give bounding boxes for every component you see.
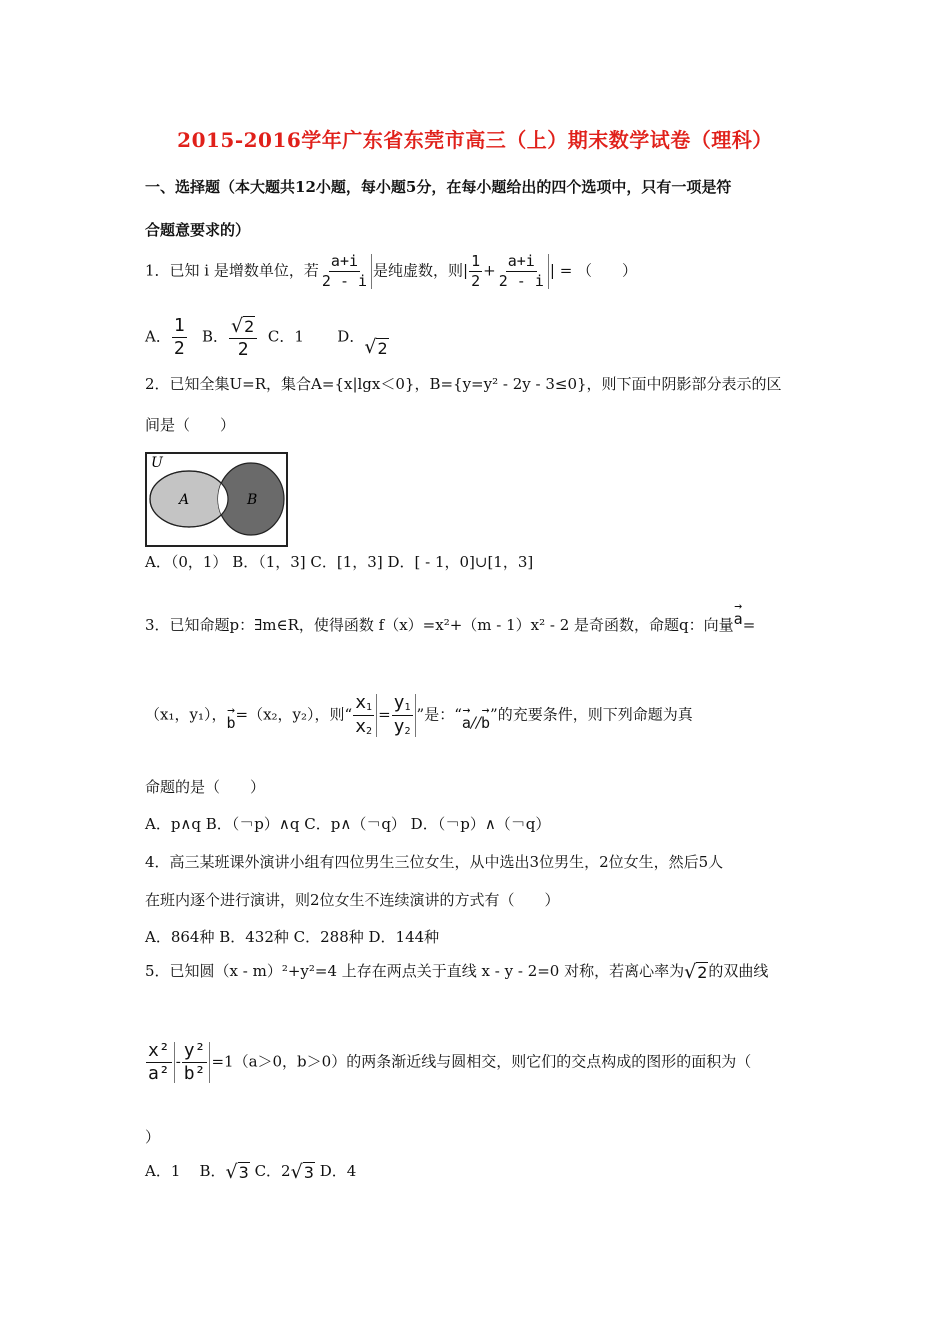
fraction-x2-a2: $\frac{\text{x²}}{\text{a²}}$ [146, 1042, 175, 1083]
question-5-line1: 5．已知圆（x - m）²+y²=4 上存在两点关于直线 x - y - 2=0 对称，若离心率为 √ 2 的双曲线 [145, 960, 769, 983]
question-4-line2: 在班内逐个进行演讲，则2位女生不连续演讲的方式有（ ） [145, 891, 560, 909]
fraction-y2-b2: $\frac{\text{y²}}{\text{b²}}$ [182, 1042, 211, 1083]
venn-label-b: B [247, 492, 258, 508]
question-3-line2: （x₁，y₁）， → b=（x₂，y₂），则“ $\frac{x_1}{x_2}$ = $\frac{y_1}{y_2}$ ”是：“ → a// → b”的充要条件，则下列命题为真 [145, 692, 693, 737]
question-2-options: A．（0，1） B．（1，3] C．[1，3] D．[ - 1，0]∪[1，3] [145, 553, 534, 571]
fraction-a-plus-i: $\frac{a+i}{2 - i}$ [320, 254, 372, 289]
vector-b: → b [226, 702, 236, 732]
question-5-line3: ） [145, 1128, 161, 1146]
question-5-options: A．1 B． √ 3 C．2 √ 3 D．4 [145, 1160, 357, 1183]
vector-b-parallel: → b [481, 702, 491, 732]
venn-diagram [145, 452, 289, 548]
option-b-sqrt: √ 3 [225, 1160, 249, 1183]
question-1: 1．已知 i 是增数单位，若 $\frac{a+i}{2 - i}$ 是纯虚数，则| $\frac{1}{2}$ + $\frac{a+i}{2 - i}$ | = （ ） [145, 252, 638, 290]
section-heading-line2: 合题意要求的） [145, 221, 251, 239]
sqrt-2: √ 2 [684, 960, 708, 983]
vector-a-parallel: → a [461, 702, 471, 732]
fraction-y1-y2: $\frac{y_1}{y_2}$ [392, 694, 416, 737]
option-d-sqrt: √ 2 [364, 336, 388, 359]
question-3-options: A．p∧q B．（￢p）∧q C．p∧（￢q） D．（￢p）∧（￢q） [145, 815, 551, 833]
question-2-line1: 2．已知全集U=R，集合A={x|lgx＜0}，B={y=y² - 2y - 3≤0}，则下面中阴影部分表示的区 [145, 375, 782, 393]
fraction-x1-x2: $\frac{x_1}{x_2}$ [353, 694, 377, 737]
venn-label-u: U [151, 455, 163, 471]
question-4-line1: 4．高三某班课外演讲小组有四位男生三位女生，从中选出3位男生，2位女生，然后5人 [145, 853, 724, 871]
question-3-line1: 3．已知命题p：∃m∈R，使得函数 f（x）=x²+（m - 1）x² - 2 是奇函数，命题q：向量 → a= [145, 599, 756, 634]
fraction-a-plus-i-2: $\frac{a+i}{2 - i}$ [497, 254, 549, 289]
vector-a: → a [733, 599, 743, 628]
venn-label-a: A [179, 492, 190, 508]
question-2-line2: 间是（ ） [145, 416, 236, 434]
option-a-fraction: $\frac{1}{2}$ [173, 314, 185, 359]
question-3-line3: 命题的是（ ） [145, 778, 266, 796]
section-heading-line1: 一、选择题（本大题共12小题，每小题5分，在每小题给出的四个选项中，只有一项是符 [145, 178, 732, 196]
fraction-half: $\frac{1}{2}$ [471, 252, 481, 290]
question-5-line2: $\frac{\text{x²}}{\text{a²}}$ - $\frac{\text{y²}}{\text{b²}}$ =1（a＞0，b＞0）的两条渐近线与圆相交，则它们的交点构成的图形的面积为（ [148, 1040, 752, 1084]
page-title: 2015-2016学年广东省东莞市高三（上）期末数学试卷（理科） [177, 128, 773, 152]
option-b-fraction: √ 2 2 [229, 316, 257, 359]
question-4-options: A．864种 B．432种 C．288种 D．144种 [145, 928, 440, 946]
option-c-sqrt: √ 3 [290, 1160, 314, 1183]
question-1-options: A． $\frac{1}{2}$ B． √ 2 2 C．1 D． √ 2 [145, 314, 388, 360]
sqrt-symbol: √ 2 [231, 314, 255, 337]
